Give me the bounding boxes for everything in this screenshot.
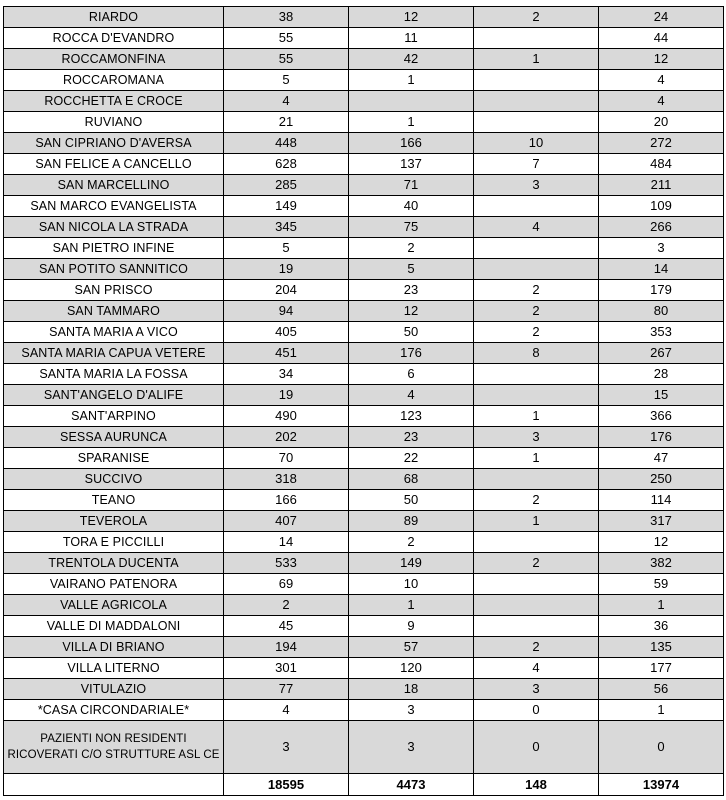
value-cell: 1 [474,448,599,469]
municipality-cell: TORA E PICCILLI [4,532,224,553]
value-cell: 448 [224,133,349,154]
value-cell: 3 [474,175,599,196]
value-cell: 1 [599,700,724,721]
municipality-cell: VALLE DI MADDALONI [4,616,224,637]
value-cell: 2 [474,553,599,574]
value-cell: 1 [474,49,599,70]
value-cell [474,91,599,112]
municipality-covid-table [3,6,724,796]
value-cell: 179 [599,280,724,301]
value-cell: 123 [349,406,474,427]
value-cell: 28 [599,364,724,385]
value-cell: 382 [599,553,724,574]
table-row [4,469,724,490]
value-cell: 3 [474,679,599,700]
table-row [4,574,724,595]
municipality-cell: ROCCHETTA E CROCE [4,91,224,112]
value-cell: 38 [224,7,349,28]
totals-row [4,774,724,796]
value-cell: 366 [599,406,724,427]
table-row [4,448,724,469]
table-row [4,553,724,574]
municipality-cell: VALLE AGRICOLA [4,595,224,616]
value-cell: 176 [599,427,724,448]
table-row [4,133,724,154]
municipality-cell: SAN MARCO EVANGELISTA [4,196,224,217]
value-cell: 2 [474,637,599,658]
municipality-cell: TEVEROLA [4,511,224,532]
value-cell: 42 [349,49,474,70]
value-cell: 1 [474,511,599,532]
value-cell: 1 [349,595,474,616]
value-cell: 15 [599,385,724,406]
municipality-cell: SAN TAMMARO [4,301,224,322]
table-row [4,49,724,70]
municipality-cell: TRENTOLA DUCENTA [4,553,224,574]
municipality-cell: RUVIANO [4,112,224,133]
value-cell: 1 [349,70,474,91]
municipality-cell: TEANO [4,490,224,511]
table-row [4,280,724,301]
value-cell: 120 [349,658,474,679]
value-cell: 57 [349,637,474,658]
value-cell: 23 [349,427,474,448]
value-cell: 285 [224,175,349,196]
value-cell: 44 [599,28,724,49]
value-cell: 2 [474,7,599,28]
value-cell: 250 [599,469,724,490]
value-cell: 0 [599,721,724,774]
value-cell: 317 [599,511,724,532]
value-cell: 56 [599,679,724,700]
table-row [4,91,724,112]
value-cell: 4 [599,70,724,91]
table-row [4,427,724,448]
value-cell: 19 [224,259,349,280]
municipality-cell: SANTA MARIA LA FOSSA [4,364,224,385]
value-cell: 628 [224,154,349,175]
table-row [4,658,724,679]
value-cell: 3 [599,238,724,259]
value-cell [474,532,599,553]
value-cell: 55 [224,49,349,70]
value-cell: 451 [224,343,349,364]
table-row [4,175,724,196]
table-row [4,385,724,406]
municipality-cell: SAN POTITO SANNITICO [4,259,224,280]
value-cell: 1 [599,595,724,616]
value-cell [474,574,599,595]
municipality-cell: SESSA AURUNCA [4,427,224,448]
table-row [4,490,724,511]
table-row [4,679,724,700]
value-cell: 3 [349,721,474,774]
table-row [4,637,724,658]
municipality-cell: VILLA DI BRIANO [4,637,224,658]
value-cell: 149 [224,196,349,217]
value-cell [474,28,599,49]
value-cell: 109 [599,196,724,217]
value-cell: 0 [474,700,599,721]
value-cell: 69 [224,574,349,595]
table-row [4,406,724,427]
value-cell: 68 [349,469,474,490]
value-cell: 59 [599,574,724,595]
value-cell: 353 [599,322,724,343]
value-cell [474,259,599,280]
table-row [4,196,724,217]
value-cell: 7 [474,154,599,175]
value-cell: 272 [599,133,724,154]
value-cell: 94 [224,301,349,322]
value-cell: 18 [349,679,474,700]
table-row [4,616,724,637]
value-cell: 114 [599,490,724,511]
municipality-cell: SAN FELICE A CANCELLO [4,154,224,175]
value-cell: 301 [224,658,349,679]
municipality-cell: SAN PIETRO INFINE [4,238,224,259]
value-cell: 194 [224,637,349,658]
value-cell: 47 [599,448,724,469]
value-cell: 407 [224,511,349,532]
municipality-cell: PAZIENTI NON RESIDENTI RICOVERATI C/O STRUTTURE ASL CE [4,721,224,774]
value-cell: 2 [474,490,599,511]
totals-label-cell [4,774,224,796]
table-row [4,322,724,343]
value-cell [474,595,599,616]
table-row [4,364,724,385]
value-cell: 24 [599,7,724,28]
value-cell: 5 [349,259,474,280]
value-cell: 12 [599,49,724,70]
value-cell: 2 [349,532,474,553]
value-cell: 204 [224,280,349,301]
value-cell: 89 [349,511,474,532]
value-cell: 12 [349,301,474,322]
table-row [4,154,724,175]
value-cell: 23 [349,280,474,301]
value-cell: 14 [599,259,724,280]
value-cell [474,196,599,217]
value-cell: 40 [349,196,474,217]
municipality-cell: SANTA MARIA CAPUA VETERE [4,343,224,364]
value-cell: 2 [474,301,599,322]
value-cell: 80 [599,301,724,322]
table-row [4,217,724,238]
value-cell: 3 [474,427,599,448]
value-cell: 1 [474,406,599,427]
value-cell: 0 [474,721,599,774]
value-cell: 50 [349,322,474,343]
value-cell: 2 [474,280,599,301]
municipality-cell: VILLA LITERNO [4,658,224,679]
municipality-cell: SAN NICOLA LA STRADA [4,217,224,238]
municipality-cell: SUCCIVO [4,469,224,490]
value-cell: 5 [224,70,349,91]
value-cell [474,112,599,133]
municipality-cell: SAN MARCELLINO [4,175,224,196]
table-row [4,238,724,259]
table-row [4,532,724,553]
value-cell: 19 [224,385,349,406]
value-cell: 36 [599,616,724,637]
table-row [4,259,724,280]
value-cell: 176 [349,343,474,364]
value-cell: 3 [224,721,349,774]
value-cell: 5 [224,238,349,259]
value-cell: 2 [349,238,474,259]
value-cell: 149 [349,553,474,574]
value-cell: 12 [349,7,474,28]
value-cell: 4 [474,217,599,238]
value-cell: 71 [349,175,474,196]
municipality-cell: SPARANISE [4,448,224,469]
municipality-cell: VITULAZIO [4,679,224,700]
table-row [4,112,724,133]
value-cell: 2 [224,595,349,616]
municipality-cell: SANTA MARIA A VICO [4,322,224,343]
value-cell: 75 [349,217,474,238]
value-cell [474,385,599,406]
total-value-cell: 148 [474,774,599,796]
value-cell: 533 [224,553,349,574]
value-cell: 137 [349,154,474,175]
value-cell: 4 [349,385,474,406]
value-cell: 10 [474,133,599,154]
value-cell: 345 [224,217,349,238]
value-cell: 20 [599,112,724,133]
value-cell: 4 [474,658,599,679]
table-body [4,7,724,796]
value-cell [474,70,599,91]
value-cell: 267 [599,343,724,364]
value-cell [349,91,474,112]
value-cell: 6 [349,364,474,385]
table-row [4,7,724,28]
value-cell: 12 [599,532,724,553]
value-cell: 211 [599,175,724,196]
value-cell: 9 [349,616,474,637]
table-row [4,511,724,532]
value-cell [474,616,599,637]
value-cell [474,364,599,385]
value-cell: 202 [224,427,349,448]
table-row [4,721,724,774]
value-cell: 77 [224,679,349,700]
value-cell: 22 [349,448,474,469]
municipality-cell: RIARDO [4,7,224,28]
municipality-cell: SANT'ARPINO [4,406,224,427]
value-cell [474,469,599,490]
value-cell: 11 [349,28,474,49]
value-cell: 318 [224,469,349,490]
table-row [4,595,724,616]
total-value-cell: 13974 [599,774,724,796]
value-cell: 166 [349,133,474,154]
value-cell: 50 [349,490,474,511]
municipality-cell: SANT'ANGELO D'ALIFE [4,385,224,406]
table-row [4,301,724,322]
value-cell: 1 [349,112,474,133]
value-cell: 166 [224,490,349,511]
value-cell: 3 [349,700,474,721]
value-cell: 70 [224,448,349,469]
value-cell: 8 [474,343,599,364]
table-row [4,28,724,49]
value-cell: 405 [224,322,349,343]
value-cell: 266 [599,217,724,238]
value-cell: 34 [224,364,349,385]
value-cell: 45 [224,616,349,637]
value-cell: 4 [599,91,724,112]
value-cell: 2 [474,322,599,343]
value-cell: 55 [224,28,349,49]
total-value-cell: 4473 [349,774,474,796]
municipality-cell: SAN CIPRIANO D'AVERSA [4,133,224,154]
value-cell: 135 [599,637,724,658]
total-value-cell: 18595 [224,774,349,796]
municipality-cell: ROCCAROMANA [4,70,224,91]
value-cell: 21 [224,112,349,133]
municipality-cell: ROCCA D'EVANDRO [4,28,224,49]
value-cell: 10 [349,574,474,595]
table-row [4,700,724,721]
value-cell: 14 [224,532,349,553]
municipality-cell: VAIRANO PATENORA [4,574,224,595]
value-cell [474,238,599,259]
value-cell: 490 [224,406,349,427]
table-row [4,343,724,364]
municipality-cell: ROCCAMONFINA [4,49,224,70]
value-cell: 4 [224,91,349,112]
value-cell: 484 [599,154,724,175]
municipality-cell: SAN PRISCO [4,280,224,301]
value-cell: 177 [599,658,724,679]
value-cell: 4 [224,700,349,721]
municipality-cell: *CASA CIRCONDARIALE* [4,700,224,721]
table-row [4,70,724,91]
